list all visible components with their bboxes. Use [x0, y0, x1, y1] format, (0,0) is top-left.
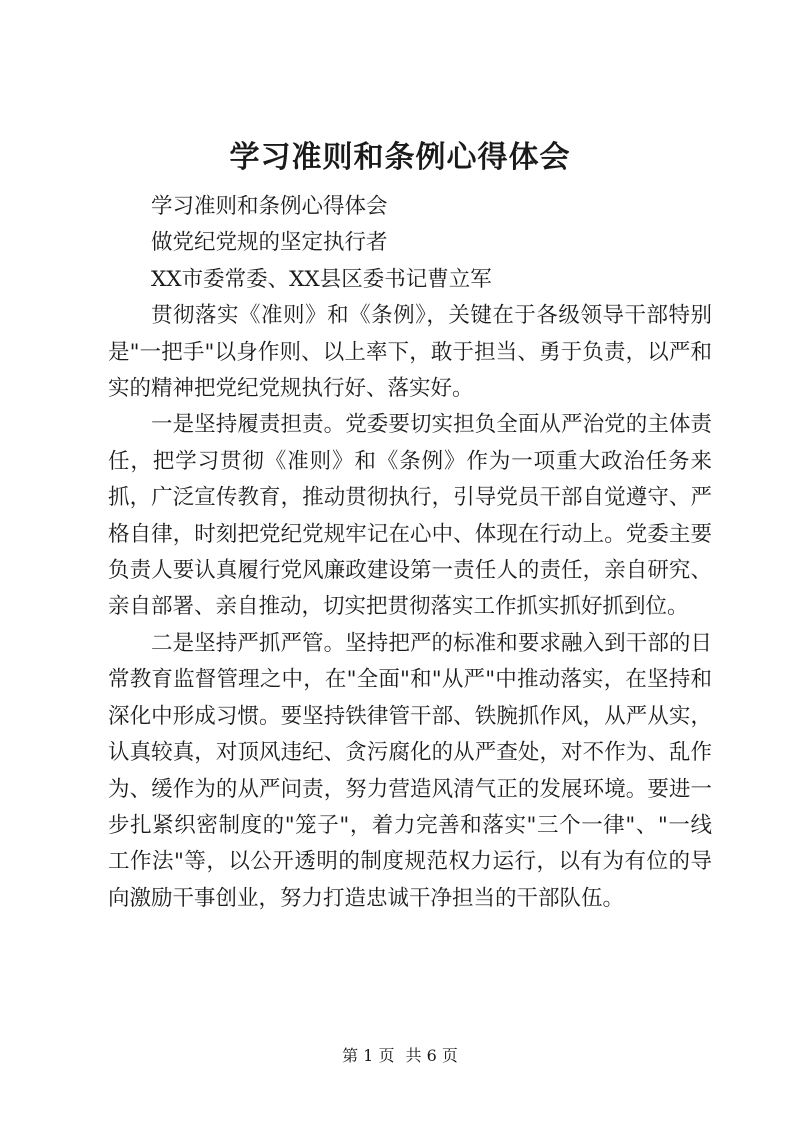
author-line: XX市委常委、XX县区委书记曹立军: [151, 266, 492, 292]
document-body: [108, 189, 712, 917]
paragraph-point-two: 二是坚持严抓严管。坚持把严的标准和要求融入到干部的日常教育监督管理之中，在"全面"和"从严"中推动落实，在坚持和深化中形成习惯。要坚持铁律管干部、铁腕抓作风，从严从实，认真较真，对顶风违纪、贪污腐化的从严查处，对不作为、乱作为、缓作为的从严问责，努力营造风清气正的发展环境。要进一步扎紧织密制度的"笼子"，着力完善和落实"三个一律"、"一线工作法"等，以公开透明的制度规范权力运行，以有为有位的导向激励干事创业，努力打造忠诚干净担当的干部队伍。: [108, 630, 712, 911]
article-heading: 做党纪党规的坚定执行者: [151, 230, 388, 256]
paragraph-intro: 贯彻落实《准则》和《条例》，关键在于各级领导干部特别是"一把手"以身作则、以上率下，敢于担当、勇于负责，以严和实的精神把党纪党规执行好、落实好。: [108, 303, 712, 402]
page-number: 第 1 页: [342, 1046, 395, 1065]
subtitle: 学习准则和条例心得体会: [151, 194, 388, 219]
paragraph-point-one: 一是坚持履责担责。党委要切实担负全面从严治党的主体责任，把学习贯彻《准则》和《条例》作为一项重大政治任务来抓，广泛宣传教育，推动贯彻执行，引导党员干部自觉遵守、严格自律，时刻把党纪党规牢记在心中、体现在行动上。党委主要负责人要认真履行党风廉政建设第一责任人的责任，亲自研究、亲自部署、亲自推动，切实把贯彻落实工作抓实抓好抓到位。: [108, 412, 712, 620]
page-title: 学习准则和条例心得体会: [229, 140, 571, 175]
page-total: 共 6 页: [405, 1046, 458, 1065]
page-footer: [0, 1046, 800, 1066]
